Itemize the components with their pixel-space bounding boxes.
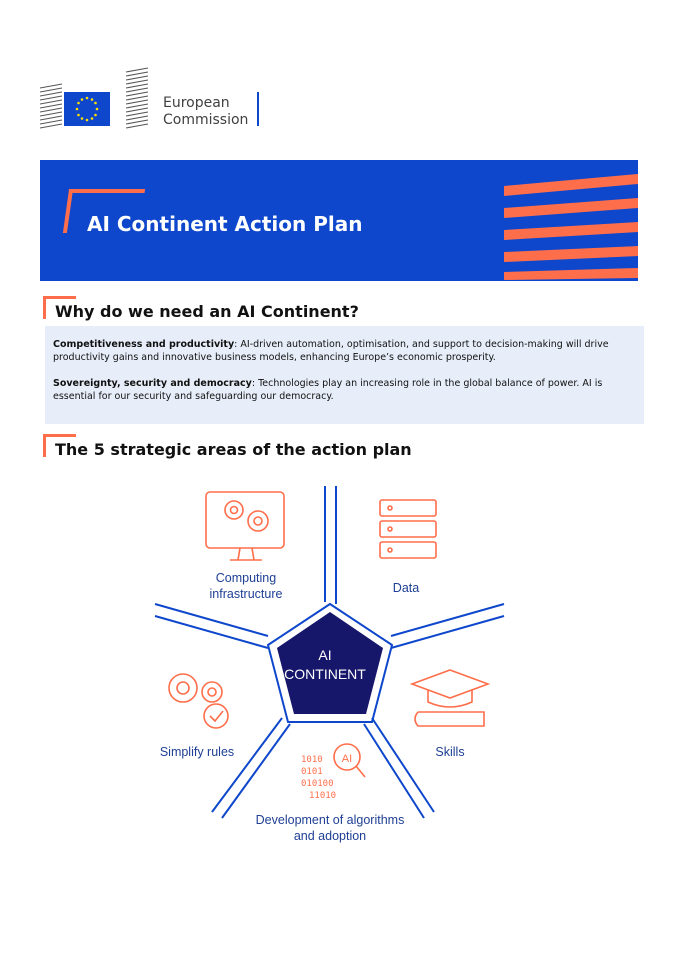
paragraph-title: Sovereignty, security and democracy	[53, 378, 252, 389]
paragraph-title: Competitiveness and productivity	[53, 339, 235, 350]
area-algorithms-line1: Development of algorithms	[255, 813, 405, 827]
svg-text:010100: 010100	[301, 779, 334, 789]
area-data: Data	[392, 581, 420, 595]
section-heading-areas: The 5 strategic areas of the action plan	[55, 440, 412, 459]
center-label	[270, 646, 380, 684]
area-algorithms	[234, 812, 426, 844]
org-name-line2: Commission	[163, 112, 249, 128]
center-label-line2: CONTINENT	[284, 666, 366, 682]
paragraph-text: : Technologies play an increasing role in the global balance of power. AI is essential for our security and safeguarding our democracy.	[53, 378, 603, 402]
org-name-line1: European	[163, 95, 230, 111]
svg-text:11010: 11010	[309, 791, 337, 801]
area-skills: Skills	[435, 745, 465, 759]
monitor-gears-icon	[206, 492, 284, 560]
graduation-cap-icon	[412, 670, 488, 726]
svg-text:1010: 1010	[301, 755, 323, 765]
area-algorithms-line2: and adoption	[293, 829, 367, 843]
server-icon	[380, 500, 436, 558]
area-computing-line2: infrastructure	[209, 587, 283, 601]
area-computing-line1: Computing	[215, 571, 277, 585]
svg-text:0101: 0101	[301, 767, 323, 777]
center-label-line1: AI	[318, 647, 332, 663]
area-simplify-rules: Simplify rules	[159, 745, 235, 759]
page-title: AI Continent Action Plan	[87, 212, 363, 236]
gears-check-icon	[169, 674, 228, 728]
paragraph-text: : AI-driven automation, optimisation, and support to decision-making will drive productivity gains and innovative business models, enhancing Europe’s economic prosperity.	[53, 339, 609, 363]
area-computing	[186, 570, 306, 602]
ai-badge: AI	[341, 753, 353, 765]
section-heading-why: Why do we need an AI Continent?	[55, 302, 359, 321]
